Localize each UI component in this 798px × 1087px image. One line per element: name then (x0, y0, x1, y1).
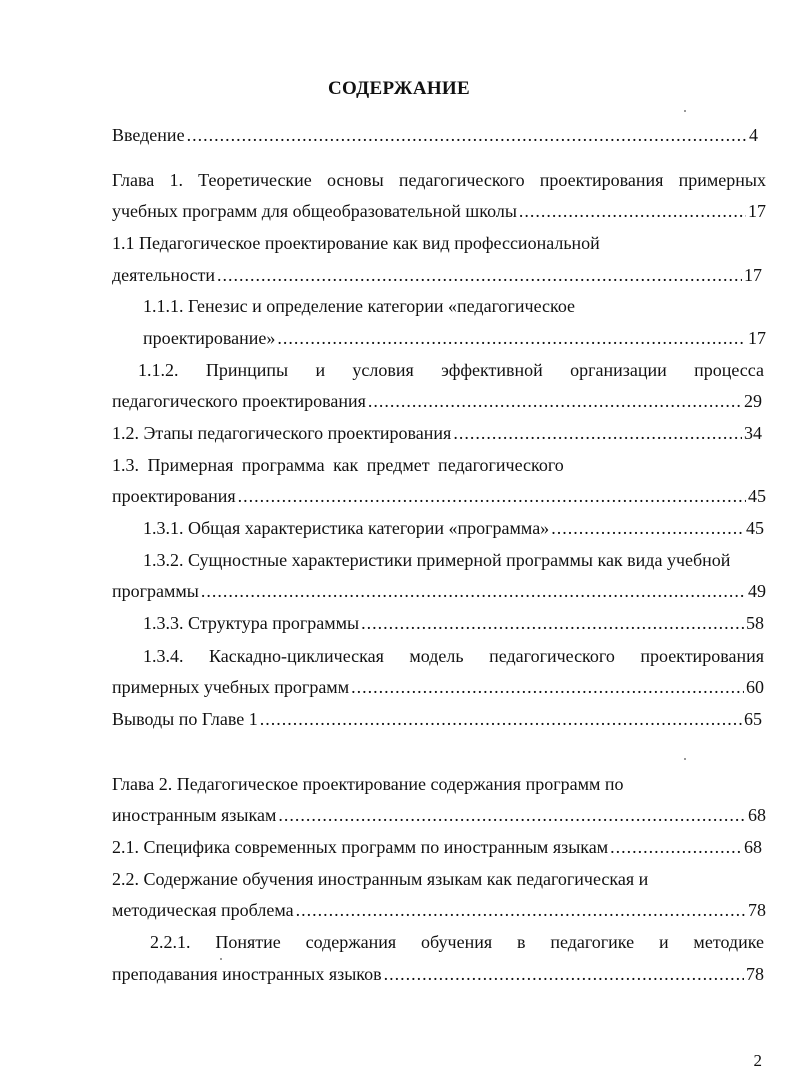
toc-entry-text: Глава 1. Теоретические основы педагогического проектирования примерных (112, 170, 766, 190)
page-title: СОДЕРЖАНИЕ (328, 78, 470, 99)
toc-entry-text: 2.1. Специфика современных программ по иностранным языкам (112, 837, 609, 857)
dot-leader (238, 484, 746, 508)
toc-entry-text: 1.3.2. Сущностные характеристики примерной программы как вида учебной (143, 550, 731, 570)
toc-page-number: 45 (746, 518, 764, 538)
toc-entry-1-3-1[interactable] (143, 516, 764, 540)
dot-leader (351, 675, 744, 699)
dot-leader (217, 263, 742, 287)
toc-entry-1-3-line1[interactable] (112, 453, 564, 477)
toc-entry-text: 1.2. Этапы педагогического проектирования (112, 423, 452, 443)
toc-entry-text: педагогического проектирования (112, 391, 366, 411)
toc-entry-text: 1.1.2. Принципы и условия эффективной организации процесса (138, 360, 764, 380)
dot-leader (296, 898, 746, 922)
dot-leader (260, 707, 742, 731)
toc-entry-intro[interactable] (112, 123, 758, 147)
toc-page-number: 49 (748, 581, 766, 601)
toc-entry-text: 2.2.1. Понятие содержания обучения в педагогике и методике (150, 932, 764, 952)
toc-entry-1-3-2-line1[interactable] (143, 548, 730, 572)
scan-speck (220, 958, 222, 960)
toc-entry-1-1-2-line2[interactable] (112, 389, 762, 413)
dot-leader (278, 803, 746, 827)
toc-entry-chapter-1-line1[interactable] (112, 168, 766, 192)
toc-entry-text: программы (112, 581, 199, 601)
toc-entry-1-3-4-line2[interactable] (112, 675, 764, 699)
toc-entry-1-3-2-line2[interactable] (112, 579, 766, 603)
toc-entry-2-1[interactable] (112, 835, 762, 859)
toc-page-number: 29 (744, 391, 762, 411)
toc-entry-text: Выводы по Главе 1 (112, 709, 258, 729)
toc-entry-conclusions-1[interactable] (112, 707, 762, 731)
dot-leader (384, 962, 744, 986)
page-number: 2 (753, 1051, 762, 1070)
toc-page-number: 4 (749, 125, 758, 145)
toc-entry-text: Введение (112, 125, 185, 145)
dot-leader (453, 421, 742, 445)
toc-entry-text: 1.3. Примерная программа как предмет педагогического (112, 455, 564, 475)
toc-entry-text: 1.1.1. Генезис и определение категории «педагогическое (143, 296, 576, 316)
toc-page-number: 17 (748, 201, 766, 221)
toc-page-number: 45 (748, 486, 766, 506)
toc-entry-1-3-4-line1[interactable] (143, 644, 764, 668)
toc-entry-text: 1.3.1. Общая характеристика категории «программа» (143, 518, 550, 538)
toc-entry-text: проектирования (112, 486, 236, 506)
toc-entry-2-2-line2[interactable] (112, 898, 766, 922)
toc-entry-text: 1.3.3. Структура программы (143, 613, 360, 633)
toc-entry-1-1-1-line1[interactable] (143, 294, 575, 318)
toc-entry-text: иностранным языкам (112, 805, 277, 825)
toc-entry-chapter-2-line1[interactable] (112, 772, 624, 796)
scan-speck (684, 758, 686, 760)
dot-leader (187, 123, 747, 147)
toc-entry-1-1-1-line2[interactable] (143, 326, 766, 350)
toc-entry-1-3-line2[interactable] (112, 484, 766, 508)
toc-entry-text: учебных программ для общеобразовательной школы (112, 201, 517, 221)
dot-leader (277, 326, 746, 350)
toc-entry-text: преподавания иностранных языков (112, 964, 382, 984)
toc-entry-1-3-3[interactable] (143, 611, 764, 635)
toc-entry-1-2[interactable] (112, 421, 762, 445)
toc-entry-text: 1.1 Педагогическое проектирование как вид профессиональной (112, 233, 600, 253)
dot-leader (610, 835, 742, 859)
toc-page-number: 60 (746, 677, 764, 697)
toc-page-number: 65 (744, 709, 762, 729)
toc-entry-text: примерных учебных программ (112, 677, 350, 697)
toc-entry-2-2-1-line1[interactable] (150, 930, 764, 954)
dot-leader (361, 611, 744, 635)
toc-entry-chapter-2-line2[interactable] (112, 803, 766, 827)
dot-leader (201, 579, 746, 603)
toc-entry-text: 2.2. Содержание обучения иностранным языкам как педагогическая и (112, 869, 649, 889)
toc-entry-2-2-1-line2[interactable] (112, 962, 764, 986)
dot-leader (368, 389, 742, 413)
toc-entry-1-1-2-line1[interactable] (138, 358, 764, 382)
toc-page-number: 17 (744, 265, 762, 285)
scan-speck (684, 110, 686, 112)
toc-entry-text: методическая проблема (112, 900, 294, 920)
toc-page-number: 34 (744, 423, 762, 443)
toc-entry-text: деятельности (112, 265, 216, 285)
toc-entry-1-1-line2[interactable] (112, 263, 762, 287)
toc-page-number: 17 (748, 328, 766, 348)
toc-page-number: 78 (746, 964, 764, 984)
dot-leader (551, 516, 744, 540)
toc-entry-text: Глава 2. Педагогическое проектирование содержания программ по (112, 774, 624, 794)
dot-leader (519, 199, 746, 223)
toc-entry-chapter-1-line2[interactable] (112, 199, 766, 223)
toc-page-number: 58 (746, 613, 764, 633)
toc-entry-text: проектирование» (143, 328, 276, 348)
toc-page-number: 68 (744, 837, 762, 857)
toc-entry-2-2-line1[interactable] (112, 867, 648, 891)
toc-page-number: 78 (748, 900, 766, 920)
toc-entry-1-1-line1[interactable] (112, 231, 600, 255)
toc-entry-text: 1.3.4. Каскадно-циклическая модель педагогического проектирования (143, 646, 764, 666)
toc-page-number: 68 (748, 805, 766, 825)
